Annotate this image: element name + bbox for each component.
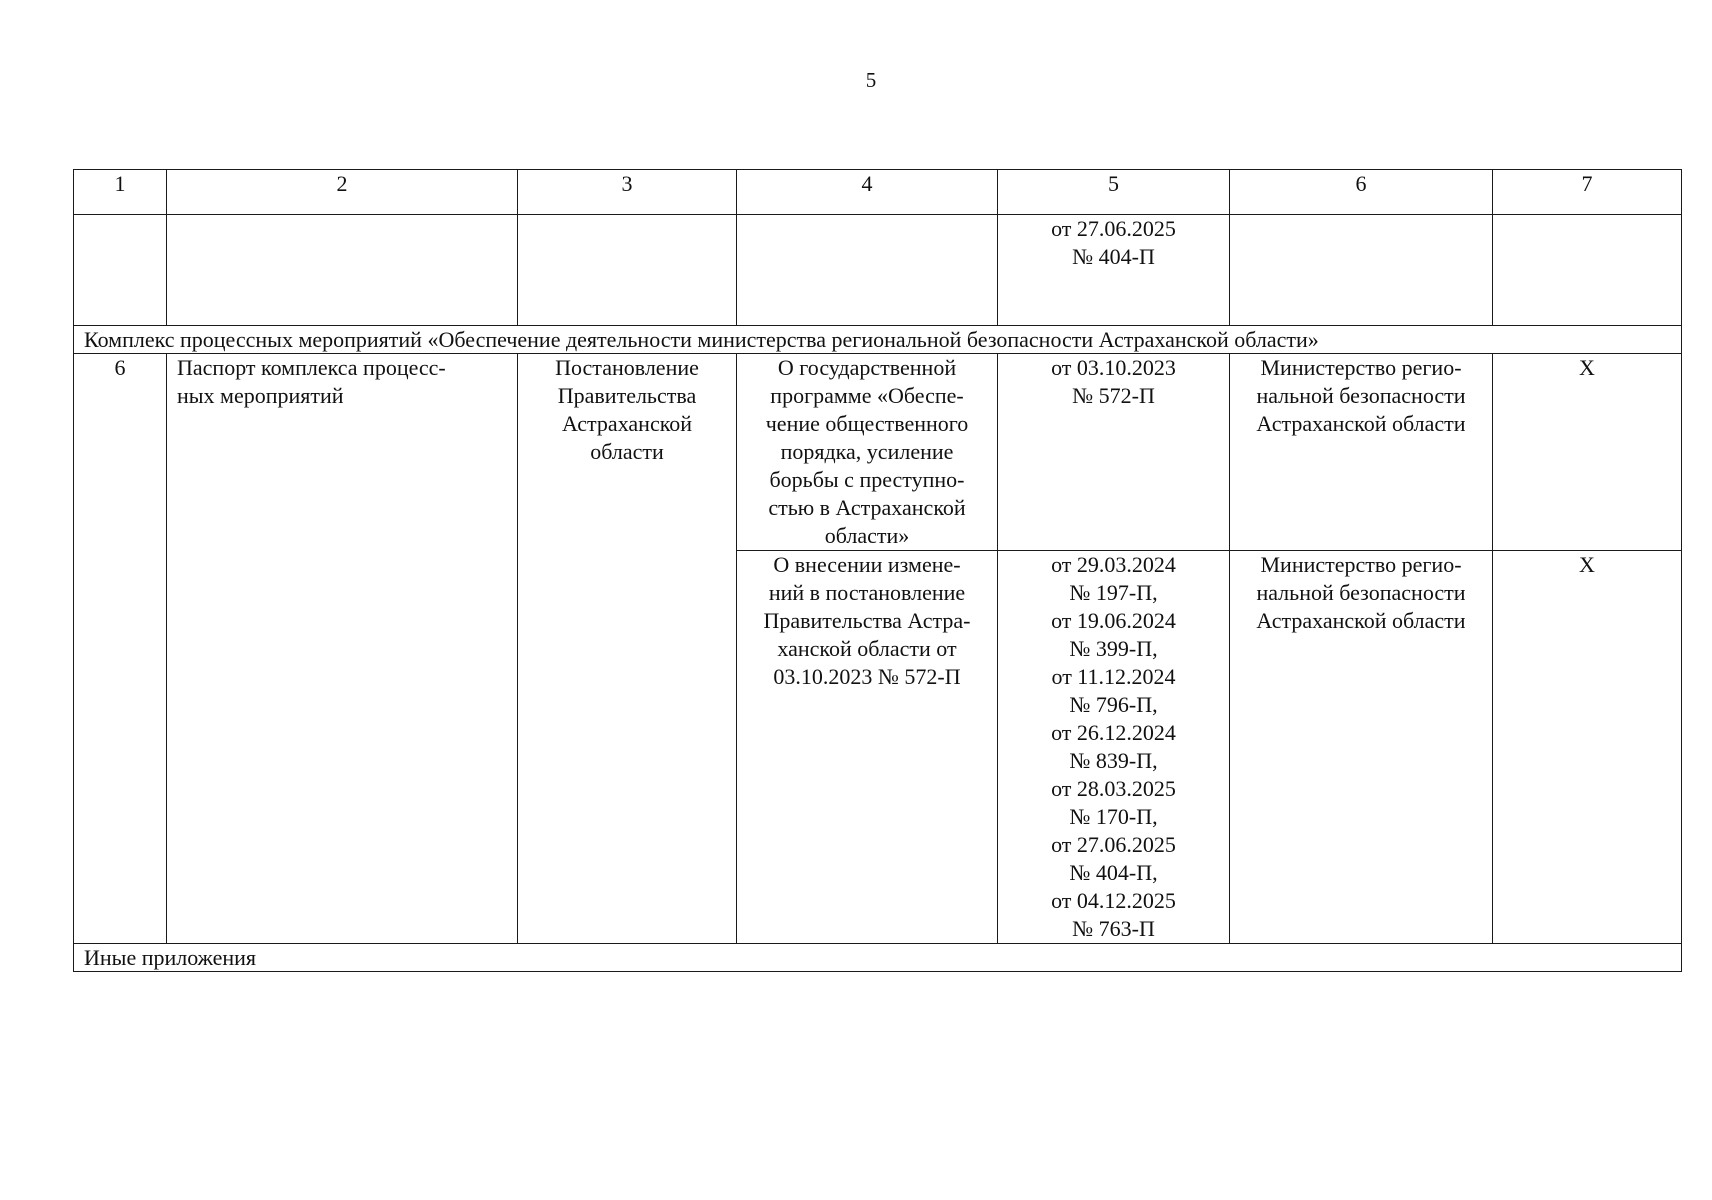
column-header: 5 bbox=[998, 170, 1230, 215]
page-number: 5 bbox=[865, 68, 877, 92]
item-row bbox=[74, 354, 1682, 551]
mark-cell: X bbox=[1493, 354, 1682, 551]
text-line: 03.10.2023 № 572-П bbox=[773, 664, 961, 689]
text-line: Постановление bbox=[555, 355, 699, 380]
text-line: Министерство регио- bbox=[1260, 355, 1462, 380]
table-cell bbox=[167, 215, 518, 326]
text-line: Астраханской bbox=[561, 411, 693, 436]
text-line: № 796-П, bbox=[1069, 692, 1158, 717]
text-line: от 19.06.2024 bbox=[1051, 608, 1176, 633]
document-title-cell bbox=[737, 551, 998, 944]
text-line: № 197-П, bbox=[1069, 580, 1158, 605]
text-line: № 839-П, bbox=[1069, 748, 1158, 773]
text-line: от 11.12.2024 bbox=[1051, 664, 1176, 689]
text-line: № 763-П bbox=[1072, 916, 1155, 941]
text-line: области» bbox=[824, 523, 910, 548]
text-line: № 404-П bbox=[1072, 244, 1155, 269]
text-line: Министерство регио- bbox=[1260, 552, 1462, 577]
table-cell bbox=[737, 215, 998, 326]
text-line: порядка, усиление bbox=[780, 439, 954, 464]
column-header: 2 bbox=[167, 170, 518, 215]
table-cell bbox=[1493, 215, 1682, 326]
text-line: Астраханской области bbox=[1256, 411, 1466, 436]
section-row bbox=[74, 326, 1682, 354]
document-type-cell bbox=[518, 354, 737, 944]
text-line: от 26.12.2024 bbox=[1051, 720, 1176, 745]
column-header: 1 bbox=[74, 170, 167, 215]
item-name-cell bbox=[167, 354, 518, 944]
document-table bbox=[73, 169, 1682, 972]
table-cell bbox=[74, 215, 167, 326]
text-line: Астраханской области bbox=[1256, 608, 1466, 633]
document-details-cell bbox=[998, 551, 1230, 944]
text-line: ных мероприятий bbox=[177, 383, 344, 408]
text-line: борьбы с преступно- bbox=[769, 467, 965, 492]
mark-cell: X bbox=[1493, 551, 1682, 944]
text-line: Правительства Астра- bbox=[763, 608, 971, 633]
text-line: Паспорт комплекса процесс- bbox=[177, 355, 446, 380]
text-line: № 170-П, bbox=[1069, 804, 1158, 829]
text-line: ний в постановление bbox=[768, 580, 966, 605]
section-row bbox=[74, 944, 1682, 972]
text-line: программе «Обеспе- bbox=[770, 383, 964, 408]
text-line: № 404-П, bbox=[1069, 860, 1158, 885]
column-header: 4 bbox=[737, 170, 998, 215]
text-line: Правительства bbox=[557, 383, 697, 408]
text-line: области bbox=[590, 439, 664, 464]
column-header: 3 bbox=[518, 170, 737, 215]
table-cell bbox=[1230, 215, 1493, 326]
text-line: О внесении измене- bbox=[773, 552, 961, 577]
text-line: от 27.06.2025 bbox=[1051, 832, 1176, 857]
continued-details-cell bbox=[998, 215, 1230, 326]
text-line: чение общественного bbox=[765, 411, 969, 436]
text-line: от 03.10.2023 bbox=[1051, 355, 1176, 380]
section-title: Иные приложения bbox=[74, 944, 1682, 972]
authority-cell bbox=[1230, 551, 1493, 944]
text-line: ханской области от bbox=[777, 636, 957, 661]
text-line: от 28.03.2025 bbox=[1051, 776, 1176, 801]
document-title-cell bbox=[737, 354, 998, 551]
text-line: нальной безопасности bbox=[1256, 383, 1466, 408]
text-line: от 29.03.2024 bbox=[1051, 552, 1176, 577]
column-header: 6 bbox=[1230, 170, 1493, 215]
document-details-cell bbox=[998, 354, 1230, 551]
text-line: нальной безопасности bbox=[1256, 580, 1466, 605]
text-line: № 399-П, bbox=[1069, 636, 1158, 661]
item-number-cell: 6 bbox=[74, 354, 167, 944]
column-header: 7 bbox=[1493, 170, 1682, 215]
authority-cell bbox=[1230, 354, 1493, 551]
text-line: стью в Астраханской bbox=[768, 495, 966, 520]
continued-row bbox=[74, 215, 1682, 326]
text-line: от 04.12.2025 bbox=[1051, 888, 1176, 913]
section-title: Комплекс процессных мероприятий «Обеспечение деятельности министерства региональной безопасности Астраханской области» bbox=[74, 326, 1682, 354]
text-line: № 572-П bbox=[1072, 383, 1155, 408]
header-row bbox=[74, 170, 1682, 215]
text-line: О государственной bbox=[777, 355, 957, 380]
table-cell bbox=[518, 215, 737, 326]
text-line: от 27.06.2025 bbox=[1051, 216, 1176, 241]
